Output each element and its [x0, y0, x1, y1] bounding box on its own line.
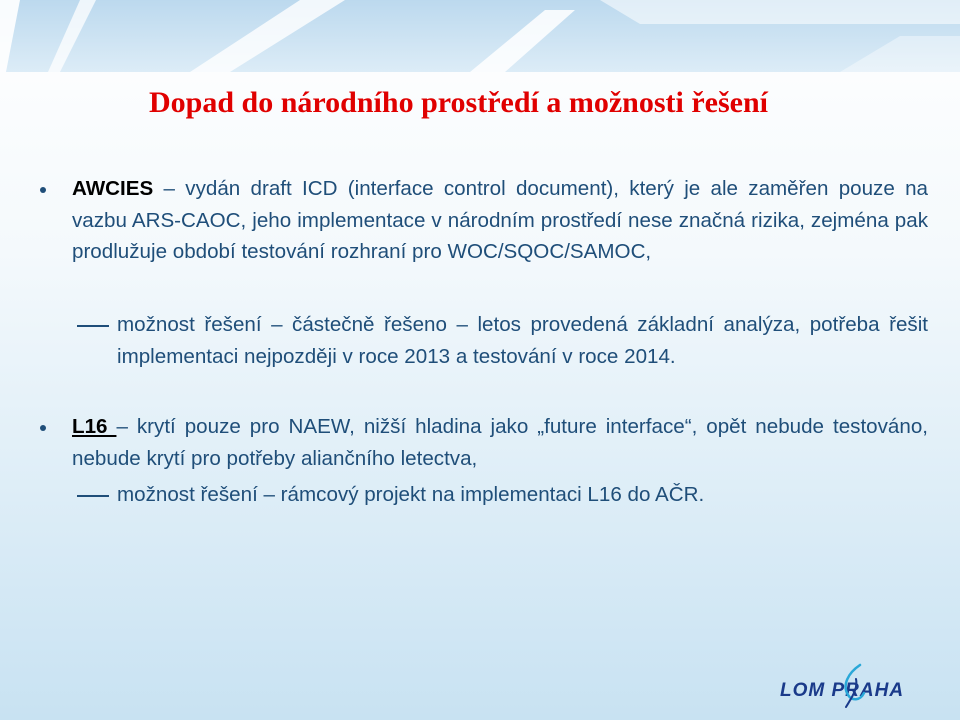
- dash-marker: [77, 325, 109, 327]
- page-title: Dopad do národního prostředí a možnosti řešení: [149, 86, 768, 119]
- swirl-icon: [838, 663, 868, 708]
- bullet-term: L16: [72, 415, 117, 438]
- bullet-text: – krytí pouze pro NAEW, nižší hladina jako „future interface“, opět nebude testováno, nebude krytí pro potřeby aliančního letectva,: [72, 415, 928, 470]
- bullet-term: AWCIES: [72, 177, 154, 200]
- sub-bullet-awcies: možnost řešení – částečně řešeno – letos provedená základní analýza, potřeba řešit implementaci nejpozději v roce 2013 a testování v roce 2014.: [117, 313, 928, 368]
- sub-bullet-l16: možnost řešení – rámcový projekt na implementaci L16 do AČR.: [117, 483, 705, 506]
- bullet-awcies: [72, 173, 928, 268]
- bullet-l16: [72, 411, 928, 474]
- bullet-marker: [40, 187, 46, 193]
- company-logo: [780, 663, 945, 708]
- logo-text: LOM PRAHA: [780, 680, 905, 701]
- bullet-marker: [40, 425, 46, 431]
- header-decoration: [0, 0, 960, 72]
- dash-marker: [77, 495, 109, 497]
- bullet-text: – vydán draft ICD (interface control document), který je ale zaměřen pouze na vazbu ARS-CAOC, jeho implementace v národním prostředí nese značná rizika, zejména pak prodlužuje období testování rozhraní pro WOC/SQOC/SAMOC,: [72, 177, 928, 263]
